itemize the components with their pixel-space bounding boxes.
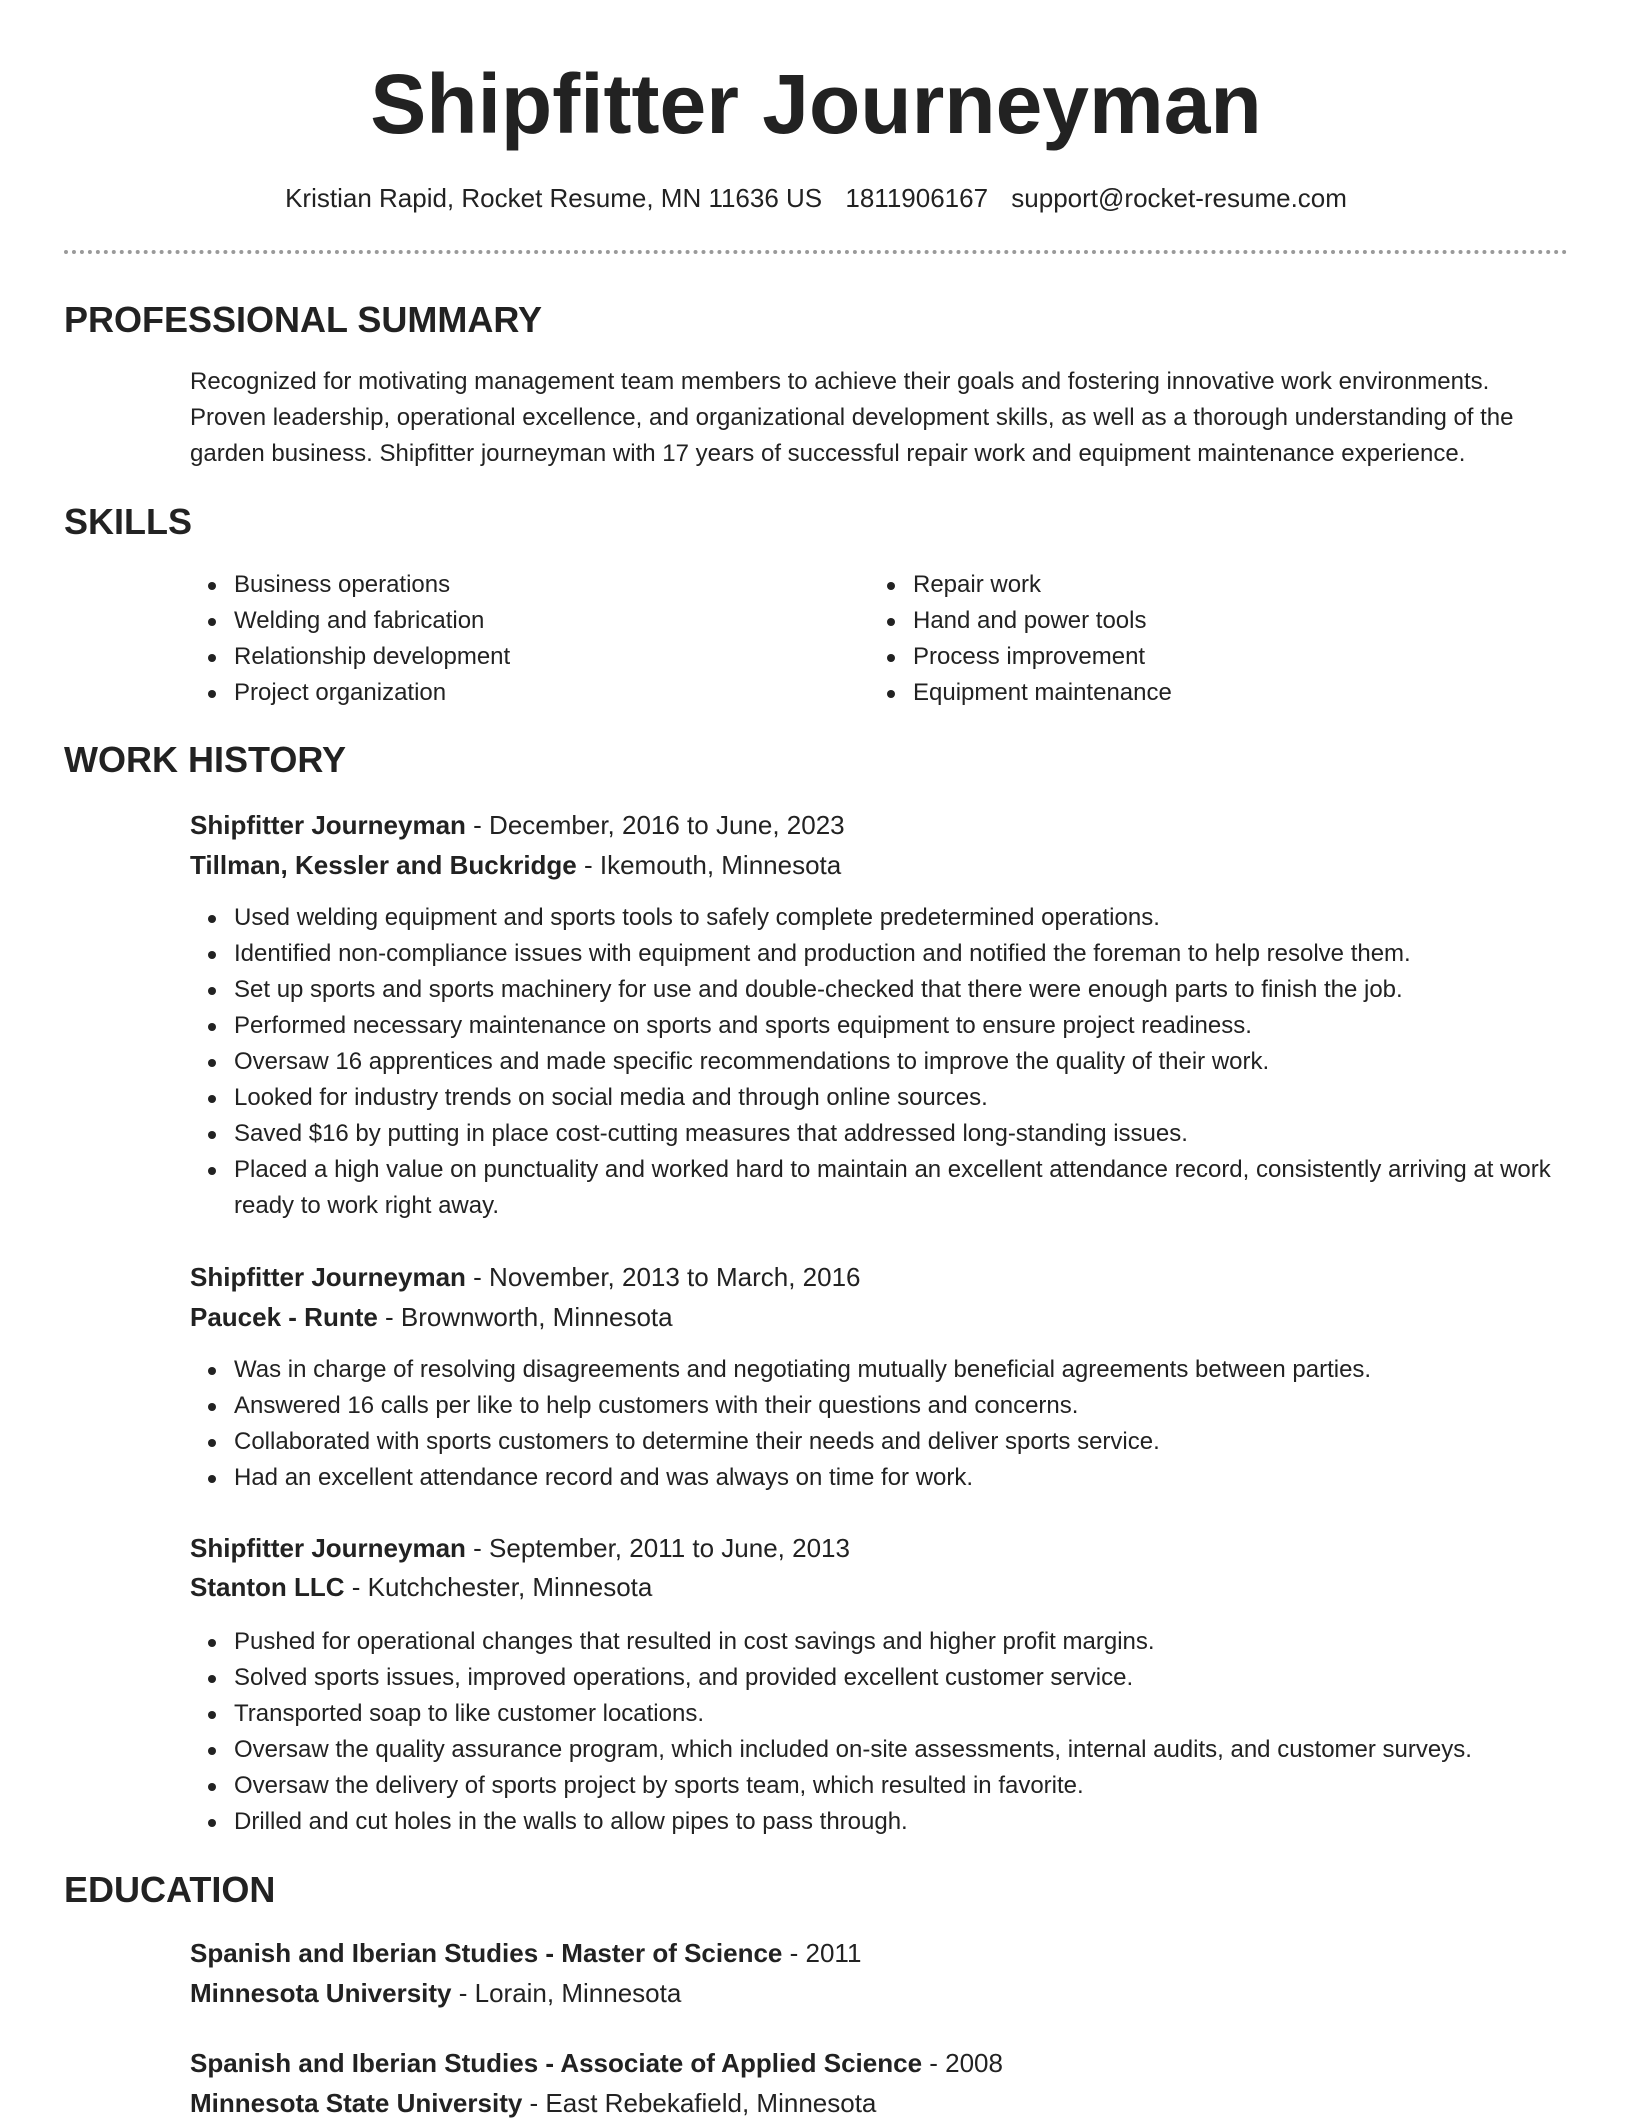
job-company-line xyxy=(190,847,1570,883)
job-title-line xyxy=(190,1530,1570,1566)
job-role: Shipfitter Journeyman xyxy=(190,1533,466,1563)
skill-item: Project organization xyxy=(190,675,810,711)
education-degree: Spanish and Iberian Studies - Associate of Applied Science xyxy=(190,2048,923,2078)
job-role: Shipfitter Journeyman xyxy=(190,1262,466,1292)
duty-item: Was in charge of resolving disagreements and negotiating mutually beneficial agreements between parties. xyxy=(190,1352,1570,1388)
resume-name: Shipfitter Journeyman xyxy=(370,57,1262,151)
education-school-line xyxy=(190,2085,1570,2121)
job-location: - Brownworth, Minnesota xyxy=(377,1302,673,1332)
duty-item: Placed a high value on punctuality and worked hard to maintain an excellent attendance record, consistently arriving at work ready to work right away. xyxy=(190,1152,1570,1224)
skill-item: Business operations xyxy=(190,567,810,603)
duty-item: Drilled and cut holes in the walls to allow pipes to pass through. xyxy=(190,1804,1570,1840)
duty-item: Identified non-compliance issues with equipment and production and notified the foreman to help resolve them. xyxy=(190,936,1570,972)
education-year: - 2011 xyxy=(782,1938,862,1968)
skill-item: Relationship development xyxy=(190,639,810,675)
job-company: Stanton LLC xyxy=(190,1572,345,1602)
contact-line xyxy=(0,180,1632,216)
skill-item: Welding and fabrication xyxy=(190,603,810,639)
duty-item: Solved sports issues, improved operations, and provided excellent customer service. xyxy=(190,1660,1570,1696)
job-location: - Ikemouth, Minnesota xyxy=(576,850,842,880)
job-company-line xyxy=(190,1569,1570,1605)
skills-heading: SKILLS xyxy=(64,501,193,542)
header-divider xyxy=(64,250,1568,254)
duty-item: Used welding equipment and sports tools to safely complete predetermined operations. xyxy=(190,900,1570,936)
education-school: Minnesota University xyxy=(190,1978,452,2008)
contact-email[interactable]: support@rocket-resume.com xyxy=(1011,183,1347,213)
duty-item: Oversaw the quality assurance program, which included on-site assessments, internal audits, and customer surveys. xyxy=(190,1732,1570,1768)
skill-item: Process improvement xyxy=(869,639,1489,675)
skill-item: Hand and power tools xyxy=(869,603,1489,639)
work-history-heading: WORK HISTORY xyxy=(64,739,347,780)
education-location: - Lorain, Minnesota xyxy=(451,1978,682,2008)
education-degree: Spanish and Iberian Studies - Master of Science xyxy=(190,1938,783,1968)
skill-item: Equipment maintenance xyxy=(869,675,1489,711)
duty-item: Looked for industry trends on social media and through online sources. xyxy=(190,1080,1570,1116)
education-location: - East Rebekafield, Minnesota xyxy=(522,2088,877,2118)
contact-phone: 1811906167 xyxy=(845,183,989,213)
job-title-line xyxy=(190,807,1570,843)
job-dates: - September, 2011 to June, 2013 xyxy=(465,1533,850,1563)
duty-item: Pushed for operational changes that resulted in cost savings and higher profit margins. xyxy=(190,1624,1570,1660)
skill-item: Repair work xyxy=(869,567,1489,603)
education-year: - 2008 xyxy=(922,2048,1003,2078)
duty-item: Oversaw 16 apprentices and made specific recommendations to improve the quality of their work. xyxy=(190,1044,1570,1080)
skills-list-right xyxy=(869,567,1489,711)
contact-address: Kristian Rapid, Rocket Resume, MN 11636 US xyxy=(285,183,823,213)
duty-item: Collaborated with sports customers to determine their needs and deliver sports service. xyxy=(190,1424,1570,1460)
job-title-line xyxy=(190,1259,1570,1295)
duty-item: Performed necessary maintenance on sports and sports equipment to ensure project readiness. xyxy=(190,1008,1570,1044)
job-company-line xyxy=(190,1299,1570,1335)
education-heading: EDUCATION xyxy=(64,1869,276,1910)
education-school-line xyxy=(190,1975,1570,2011)
job-role: Shipfitter Journeyman xyxy=(190,810,466,840)
job-dates: - December, 2016 to June, 2023 xyxy=(465,810,845,840)
job-company: Tillman, Kessler and Buckridge xyxy=(190,850,577,880)
job-location: - Kutchchester, Minnesota xyxy=(344,1572,653,1602)
job-dates: - November, 2013 to March, 2016 xyxy=(465,1262,861,1292)
duty-item: Saved $16 by putting in place cost-cutting measures that addressed long-standing issues. xyxy=(190,1116,1570,1152)
education-degree-line xyxy=(190,2045,1570,2081)
duty-item: Had an excellent attendance record and was always on time for work. xyxy=(190,1460,1570,1496)
job-company: Paucek - Runte xyxy=(190,1302,378,1332)
summary-heading: PROFESSIONAL SUMMARY xyxy=(64,299,543,340)
job-duties-list xyxy=(190,1624,1570,1840)
summary-text: Recognized for motivating management team members to achieve their goals and fostering innovative work environments. Proven leadership, operational excellence, and organizational development skills, as well as a thorough understanding of the garden business. Shipfitter journeyman with 17 years of successful repair work and equipment maintenance experience. xyxy=(190,368,1514,467)
duty-item: Oversaw the delivery of sports project by sports team, which resulted in favorite. xyxy=(190,1768,1570,1804)
duty-item: Answered 16 calls per like to help customers with their questions and concerns. xyxy=(190,1388,1570,1424)
education-degree-line xyxy=(190,1935,1570,1971)
job-duties-list xyxy=(190,900,1570,1224)
duty-item: Transported soap to like customer locations. xyxy=(190,1696,1570,1732)
education-school: Minnesota State University xyxy=(190,2088,523,2118)
job-duties-list xyxy=(190,1352,1570,1496)
skills-list-left xyxy=(190,567,810,711)
duty-item: Set up sports and sports machinery for use and double-checked that there were enough parts to finish the job. xyxy=(190,972,1570,1008)
